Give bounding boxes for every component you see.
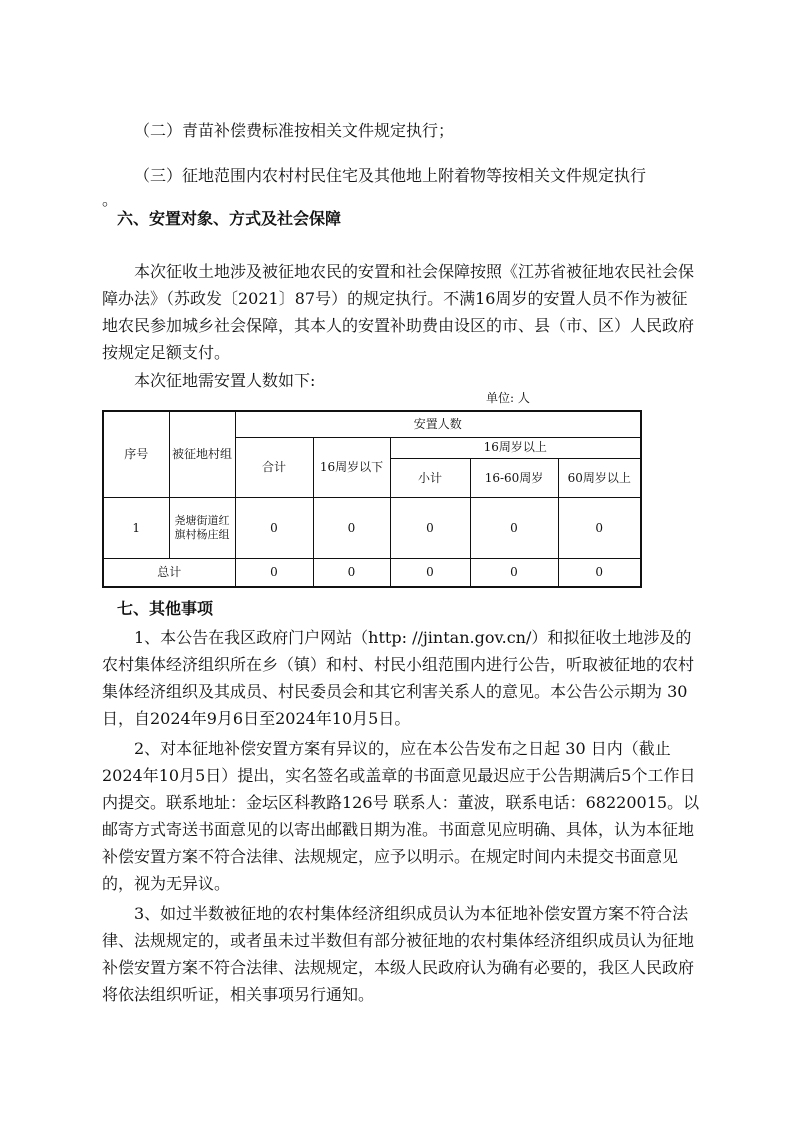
header-village-group: 被征地村组 <box>169 411 235 498</box>
other-item-1: 1、本公告在我区政府门户网站（http: //jintan.gov.cn/）和拟征收土地涉及的农村集体经济组织所在乡（镇）和村、村民小组范围内进行公告，听取被征地的农村集体经济组织及其成员、村民委员会和其它利害关系人的意见。本公告公示期为 30 日，自2024年9月6日至2024年10月5日。 <box>102 628 695 728</box>
cell-total: 0 <box>235 498 313 559</box>
table-total-row <box>103 559 641 587</box>
header-total: 合计 <box>235 437 313 498</box>
paragraph-item-3-tail: 。 <box>102 190 119 209</box>
header-settle-count: 安置人数 <box>235 411 641 437</box>
cell-sum-label: 总计 <box>103 559 235 587</box>
paragraph-item-2: （二）青苗补偿费标准按相关文件规定执行； <box>134 121 455 140</box>
cell-sum-under-16: 0 <box>313 559 390 587</box>
header-subtotal: 小计 <box>390 458 470 498</box>
other-item-2: 2、对本征地补偿安置方案有异议的，应在本公告发布之日起 30 日内（截止2024年10月5日）提出，实名签名或盖章的书面意见最迟应于公告期满后5个工作日内提交。联系地址：金坛区科教路126号 联系人：董波，联系电话：68220015。以邮寄方式寄送书面意见的以寄出邮戳日期为准。书面意见应明确、具体，认为本征地补偿安置方案不符合法律、法规规定，应予以明示。在规定时间内未提交书面意见的，视为无异议。 <box>102 739 700 893</box>
table-row <box>103 498 641 559</box>
cell-seq: 1 <box>103 498 169 559</box>
header-over-60: 60周岁以上 <box>558 458 641 498</box>
cell-subtotal: 0 <box>390 498 470 559</box>
other-item-3: 3、如过半数被征地的农村集体经济组织成员认为本征地补偿安置方案不符合法律、法规规定的，或者虽未过半数但有部分被征地的农村集体经济组织成员认为征地补偿安置方案不符合法律、法规规定，本级人民政府认为确有必要的，我区人民政府将依法组织听证，相关事项另行通知。 <box>102 904 695 1004</box>
cell-16-60: 0 <box>470 498 558 559</box>
paragraph-item-3: （三）征地范围内农村村民住宅及其他地上附着物等按相关文件规定执行 <box>134 166 647 185</box>
section-6-heading: 六、安置对象、方式及社会保障 <box>117 209 342 228</box>
cell-sum-subtotal: 0 <box>390 559 470 587</box>
section-6-body: 本次征收土地涉及被征地农民的安置和社会保障按照《江苏省被征地农民社会保障办法》（苏政发〔2021〕87号）的规定执行。不满16周岁的安置人员不作为被征地农民参加城乡社会保障，其本人的安置补助费由设区的市、县（市、区）人民政府按规定足额支付。 <box>102 262 695 362</box>
cell-over-60: 0 <box>558 498 641 559</box>
header-16-60: 16-60周岁 <box>470 458 558 498</box>
cell-sum-16-60: 0 <box>470 559 558 587</box>
cell-village-group: 尧塘街道红旗村杨庄组 <box>169 498 235 559</box>
settlement-table <box>102 410 642 588</box>
cell-sum-total: 0 <box>235 559 313 587</box>
header-over-16: 16周岁以上 <box>390 437 641 458</box>
cell-sum-over-60: 0 <box>558 559 641 587</box>
header-seq: 序号 <box>103 411 169 498</box>
settlement-count-intro: 本次征地需安置人数如下: <box>134 371 316 390</box>
unit-label: 单位: 人 <box>486 391 530 405</box>
cell-under-16: 0 <box>313 498 390 559</box>
header-under-16: 16周岁以下 <box>313 437 390 498</box>
section-7-heading: 七、其他事项 <box>117 599 214 618</box>
